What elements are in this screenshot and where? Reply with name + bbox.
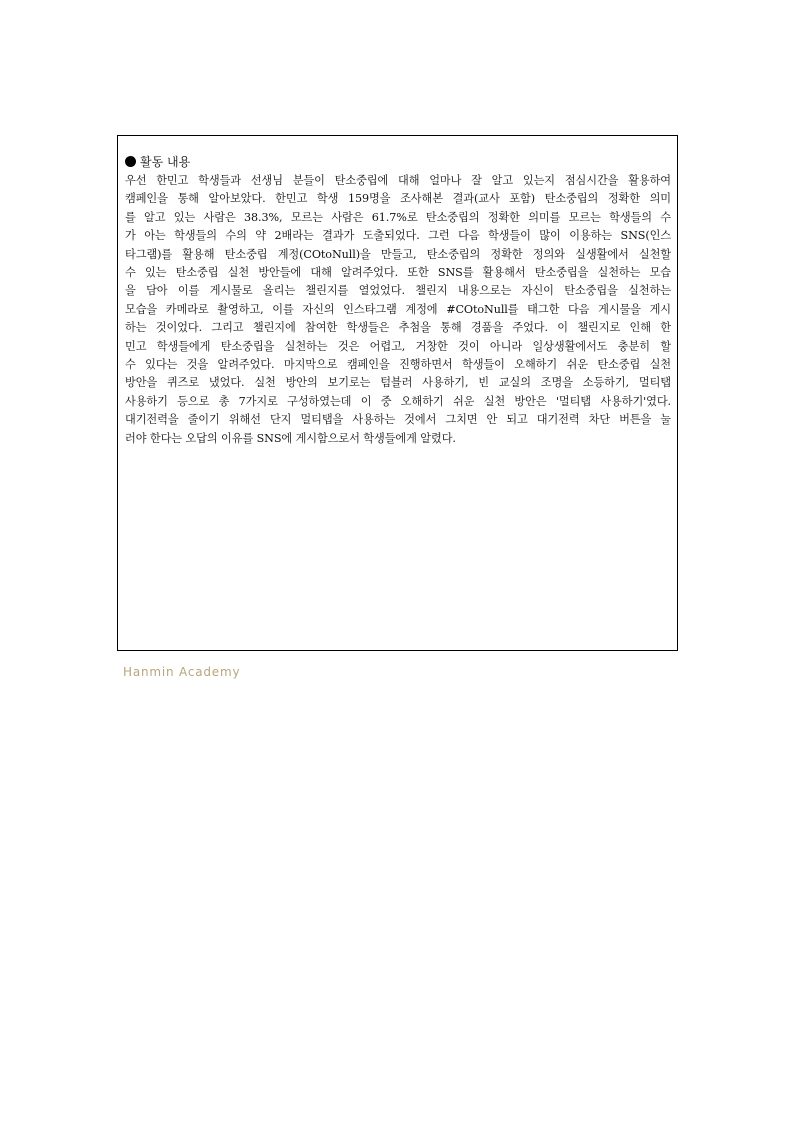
body-line: 사용하기 등으로 총 7가지로 구성하였는데 이 중 오해하기 쉬운 실천 방안은 '멀티탭 사용하기'였다.	[125, 394, 671, 408]
body-line: 대기전력을 줄이기 위해선 단지 멀티탭을 사용하는 것에서 그치면 안 되고 대기전력 차단 버튼을 눌	[125, 413, 671, 427]
activity-content-box	[117, 135, 678, 651]
body-line: 타그램)를 활용해 탄소중립 계정(COtoNull)을 만들고, 탄소중립의 정확한 정의와 실생활에서 실천할	[125, 247, 671, 261]
section-heading-label: 활동 내용	[140, 155, 191, 169]
body-line: 하는 것이었다. 그리고 챌린지에 참여한 학생들은 추첨을 통해 경품을 주었다. 이 챌린지로 인해 한	[125, 321, 671, 335]
section-heading	[125, 154, 671, 170]
body-line: 캠페인을 통해 알아보았다. 한민고 학생 159명을 조사해본 결과(교사 포함) 탄소중립의 정확한 의미	[125, 192, 671, 206]
body-line: 수 있다는 것을 알려주었다. 마지막으로 캠페인을 진행하면서 학생들이 오해하기 쉬운 탄소중립 실천	[125, 358, 672, 372]
body-line: 우선 한민고 학생들과 선생님 분들이 탄소중립에 대해 얼마나 잘 알고 있는지 점심시간을 활용하여	[125, 174, 671, 187]
body-line: 모습을 카메라로 촬영하고, 이를 자신의 인스타그램 계정에 #COtoNull를 태그한 다음 게시물을 게시	[125, 302, 671, 316]
section-body	[125, 172, 671, 448]
body-line: 민고 학생들에게 탄소중립을 실천하는 것은 어렵고, 거창한 것이 아니라 일상생활에서도 충분히 할	[125, 339, 671, 353]
body-line: 가 아는 학생들의 수의 약 2배라는 결과가 도출되었다. 그런 다음 학생들이 많이 이용하는 SNS(인스	[125, 229, 671, 243]
footer-brand: Hanmin Academy	[123, 665, 241, 679]
body-line: 러야 한다는 오답의 이유를 SNS에 게시함으로서 학생들에게 알렸다.	[125, 431, 456, 445]
body-line: 방안을 퀴즈로 냈었다. 실천 방안의 보기로는 텀블러 사용하기, 빈 교실의 조명을 소등하기, 멀티탭	[125, 376, 671, 390]
body-line: 수 있는 탄소중립 실천 방안들에 대해 알려주었다. 또한 SNS를 활용해서 탄소중립을 실천하는 모습	[125, 266, 671, 280]
bullet-icon	[125, 156, 136, 167]
body-line: 을 담아 이를 게시물로 올리는 챌린지를 열었었다. 챌린지 내용으로는 자신이 탄소중립을 실천하는	[125, 284, 671, 298]
body-line: 를 알고 있는 사람은 38.3%, 모르는 사람은 61.7%로 탄소중립의 정확한 의미를 모르는 학생들의 수	[125, 210, 671, 224]
